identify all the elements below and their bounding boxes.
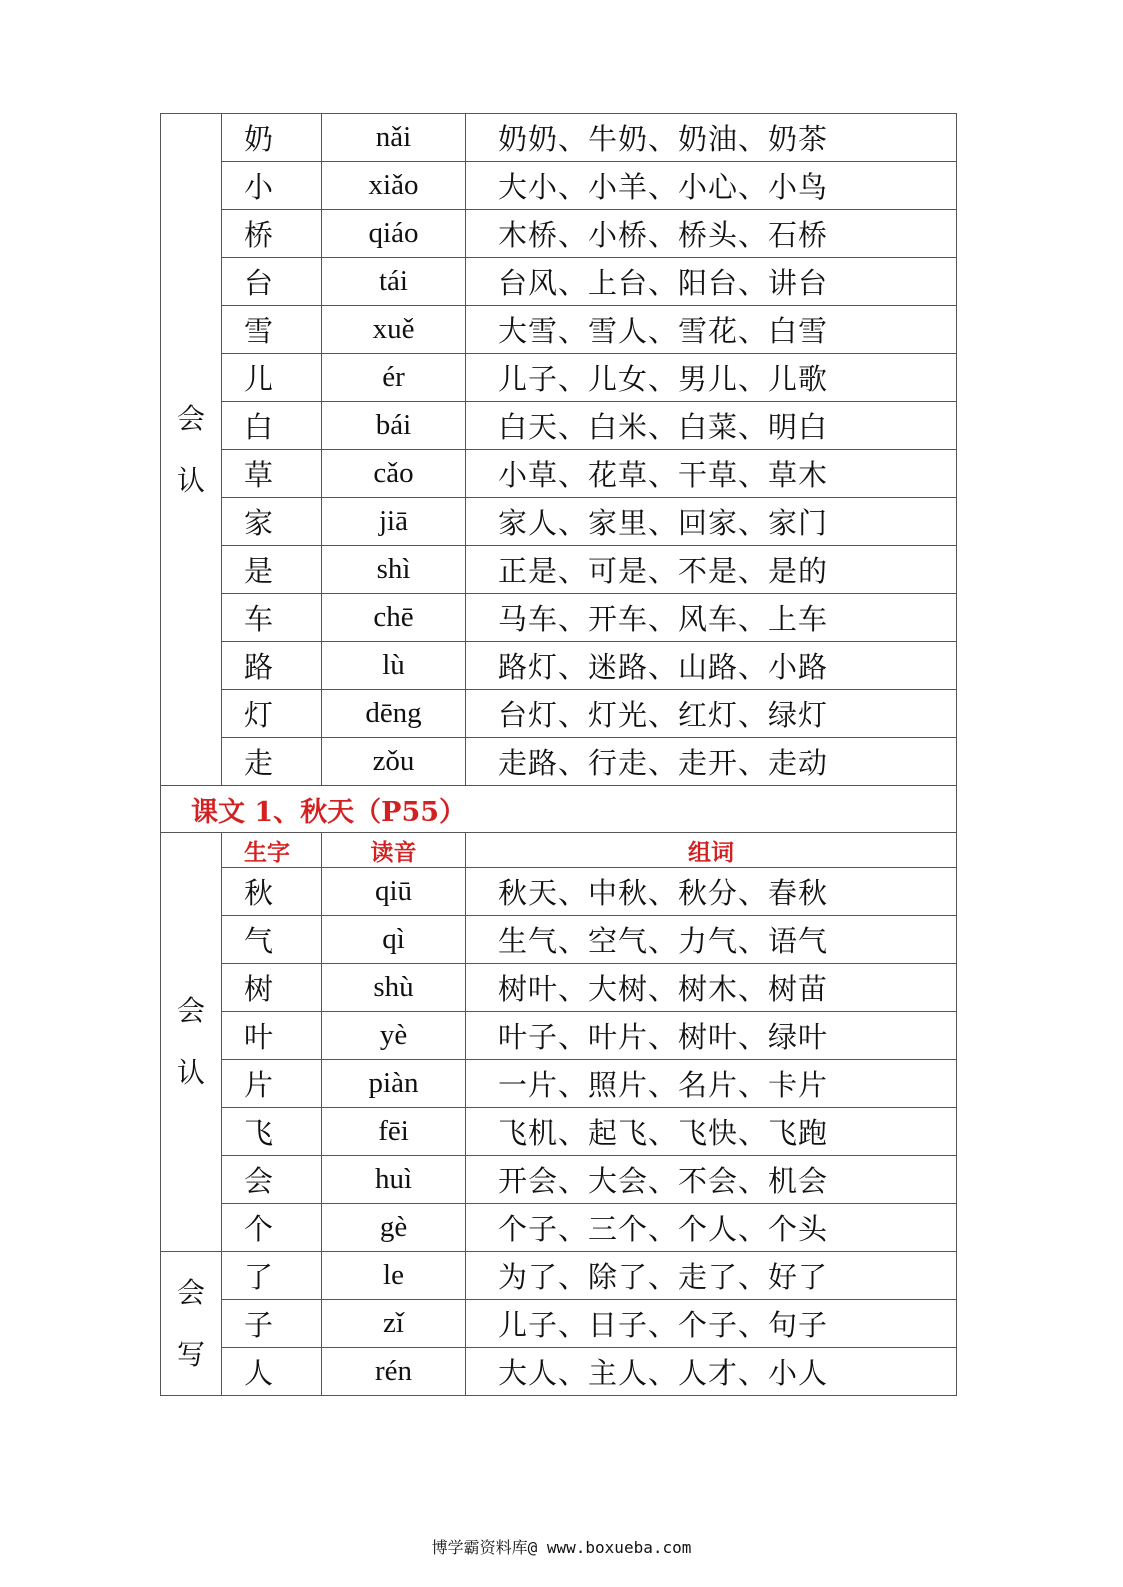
group-label-char: 写: [176, 1337, 205, 1371]
character-cell: 奶: [222, 114, 322, 162]
group-label-char: 会: [176, 994, 205, 1027]
words-cell: 儿子、日子、个子、句子: [466, 1300, 957, 1348]
character-cell: 树: [222, 964, 322, 1012]
pinyin-cell: ér: [322, 354, 466, 402]
character-cell: 雪: [222, 306, 322, 354]
character-cell: 儿: [222, 354, 322, 402]
group-label-char: 认: [176, 1056, 205, 1089]
pinyin-cell: gè: [322, 1204, 466, 1252]
words-cell: 小草、花草、干草、草木: [466, 450, 957, 498]
character-cell: 草: [222, 450, 322, 498]
words-cell: 大小、小羊、小心、小鸟: [466, 162, 957, 210]
words-cell: 白天、白米、白菜、明白: [466, 402, 957, 450]
character-cell: 小: [222, 162, 322, 210]
words-cell: 树叶、大树、树木、树苗: [466, 964, 957, 1012]
group-label: [161, 1252, 222, 1396]
header-row: [161, 833, 957, 868]
words-cell: 走路、行走、走开、走动: [466, 738, 957, 786]
character-cell: 家: [222, 498, 322, 546]
group-label-char: 认: [176, 463, 205, 497]
words-cell: 开会、大会、不会、机会: [466, 1156, 957, 1204]
table-row: [161, 498, 957, 546]
table-row: [161, 1012, 957, 1060]
character-cell: 车: [222, 594, 322, 642]
table-row: [161, 258, 957, 306]
pinyin-cell: qiū: [322, 868, 466, 916]
pinyin-cell: qì: [322, 916, 466, 964]
pinyin-cell: dēng: [322, 690, 466, 738]
character-cell: 是: [222, 546, 322, 594]
character-cell: 气: [222, 916, 322, 964]
table-row: [161, 1300, 957, 1348]
words-cell: 马车、开车、风车、上车: [466, 594, 957, 642]
lesson-title: 课文 1、秋天（P55）: [161, 786, 957, 833]
pinyin-cell: shì: [322, 546, 466, 594]
table-row: [161, 964, 957, 1012]
table-row: [161, 1156, 957, 1204]
table-row: [161, 642, 957, 690]
character-cell: 灯: [222, 690, 322, 738]
character-cell: 叶: [222, 1012, 322, 1060]
table-row: [161, 594, 957, 642]
table-row: [161, 916, 957, 964]
words-cell: 一片、照片、名片、卡片: [466, 1060, 957, 1108]
character-cell: 路: [222, 642, 322, 690]
words-cell: 叶子、叶片、树叶、绿叶: [466, 1012, 957, 1060]
pinyin-cell: xuě: [322, 306, 466, 354]
words-cell: 儿子、儿女、男儿、儿歌: [466, 354, 957, 402]
table-row: [161, 306, 957, 354]
words-cell: 大人、主人、人才、小人: [466, 1348, 957, 1396]
words-cell: 生气、空气、力气、语气: [466, 916, 957, 964]
table-row: [161, 450, 957, 498]
words-cell: 路灯、迷路、山路、小路: [466, 642, 957, 690]
words-cell: 飞机、起飞、飞快、飞跑: [466, 1108, 957, 1156]
table-row: [161, 1060, 957, 1108]
pinyin-cell: yè: [322, 1012, 466, 1060]
pinyin-cell: chē: [322, 594, 466, 642]
table-row: [161, 868, 957, 916]
pinyin-cell: shù: [322, 964, 466, 1012]
pinyin-cell: fēi: [322, 1108, 466, 1156]
pinyin-cell: jiā: [322, 498, 466, 546]
character-cell: 秋: [222, 868, 322, 916]
pinyin-cell: rén: [322, 1348, 466, 1396]
character-cell: 了: [222, 1252, 322, 1300]
group-label-char: 会: [176, 401, 205, 435]
group-label: [161, 833, 222, 1252]
table-row: [161, 210, 957, 258]
character-cell: 白: [222, 402, 322, 450]
character-cell: 片: [222, 1060, 322, 1108]
character-cell: 子: [222, 1300, 322, 1348]
words-cell: 家人、家里、回家、家门: [466, 498, 957, 546]
words-cell: 为了、除了、走了、好了: [466, 1252, 957, 1300]
character-cell: 台: [222, 258, 322, 306]
character-cell: 飞: [222, 1108, 322, 1156]
group-label: [161, 114, 222, 786]
words-cell: 正是、可是、不是、是的: [466, 546, 957, 594]
pinyin-cell: zǒu: [322, 738, 466, 786]
character-cell: 桥: [222, 210, 322, 258]
table-row: [161, 354, 957, 402]
pinyin-cell: zǐ: [322, 1300, 466, 1348]
table-row: [161, 690, 957, 738]
table-row: [161, 738, 957, 786]
group-label-char: 会: [176, 1275, 205, 1309]
table-row: [161, 1252, 957, 1300]
table-row: [161, 162, 957, 210]
character-cell: 会: [222, 1156, 322, 1204]
pinyin-cell: nǎi: [322, 114, 466, 162]
header-words: 组词: [466, 833, 957, 868]
pinyin-cell: qiáo: [322, 210, 466, 258]
table-row: [161, 1348, 957, 1396]
character-cell: 个: [222, 1204, 322, 1252]
pinyin-cell: xiǎo: [322, 162, 466, 210]
vocabulary-table: [160, 113, 957, 1396]
words-cell: 木桥、小桥、桥头、石桥: [466, 210, 957, 258]
header-pinyin: 读音: [322, 833, 466, 868]
words-cell: 大雪、雪人、雪花、白雪: [466, 306, 957, 354]
pinyin-cell: piàn: [322, 1060, 466, 1108]
character-cell: 人: [222, 1348, 322, 1396]
pinyin-cell: bái: [322, 402, 466, 450]
words-cell: 台灯、灯光、红灯、绿灯: [466, 690, 957, 738]
lesson-title-row: [161, 786, 957, 833]
character-cell: 走: [222, 738, 322, 786]
header-char: 生字: [222, 833, 322, 868]
table-row: [161, 546, 957, 594]
pinyin-cell: le: [322, 1252, 466, 1300]
table-row: [161, 114, 957, 162]
pinyin-cell: huì: [322, 1156, 466, 1204]
words-cell: 奶奶、牛奶、奶油、奶茶: [466, 114, 957, 162]
words-cell: 台风、上台、阳台、讲台: [466, 258, 957, 306]
footer-watermark: 博学霸资料库@ www.boxueba.com: [431, 1538, 692, 1557]
pinyin-cell: tái: [322, 258, 466, 306]
table-row: [161, 1204, 957, 1252]
table-row: [161, 1108, 957, 1156]
words-cell: 个子、三个、个人、个头: [466, 1204, 957, 1252]
pinyin-cell: cǎo: [322, 450, 466, 498]
table-row: [161, 402, 957, 450]
pinyin-cell: lù: [322, 642, 466, 690]
words-cell: 秋天、中秋、秋分、春秋: [466, 868, 957, 916]
